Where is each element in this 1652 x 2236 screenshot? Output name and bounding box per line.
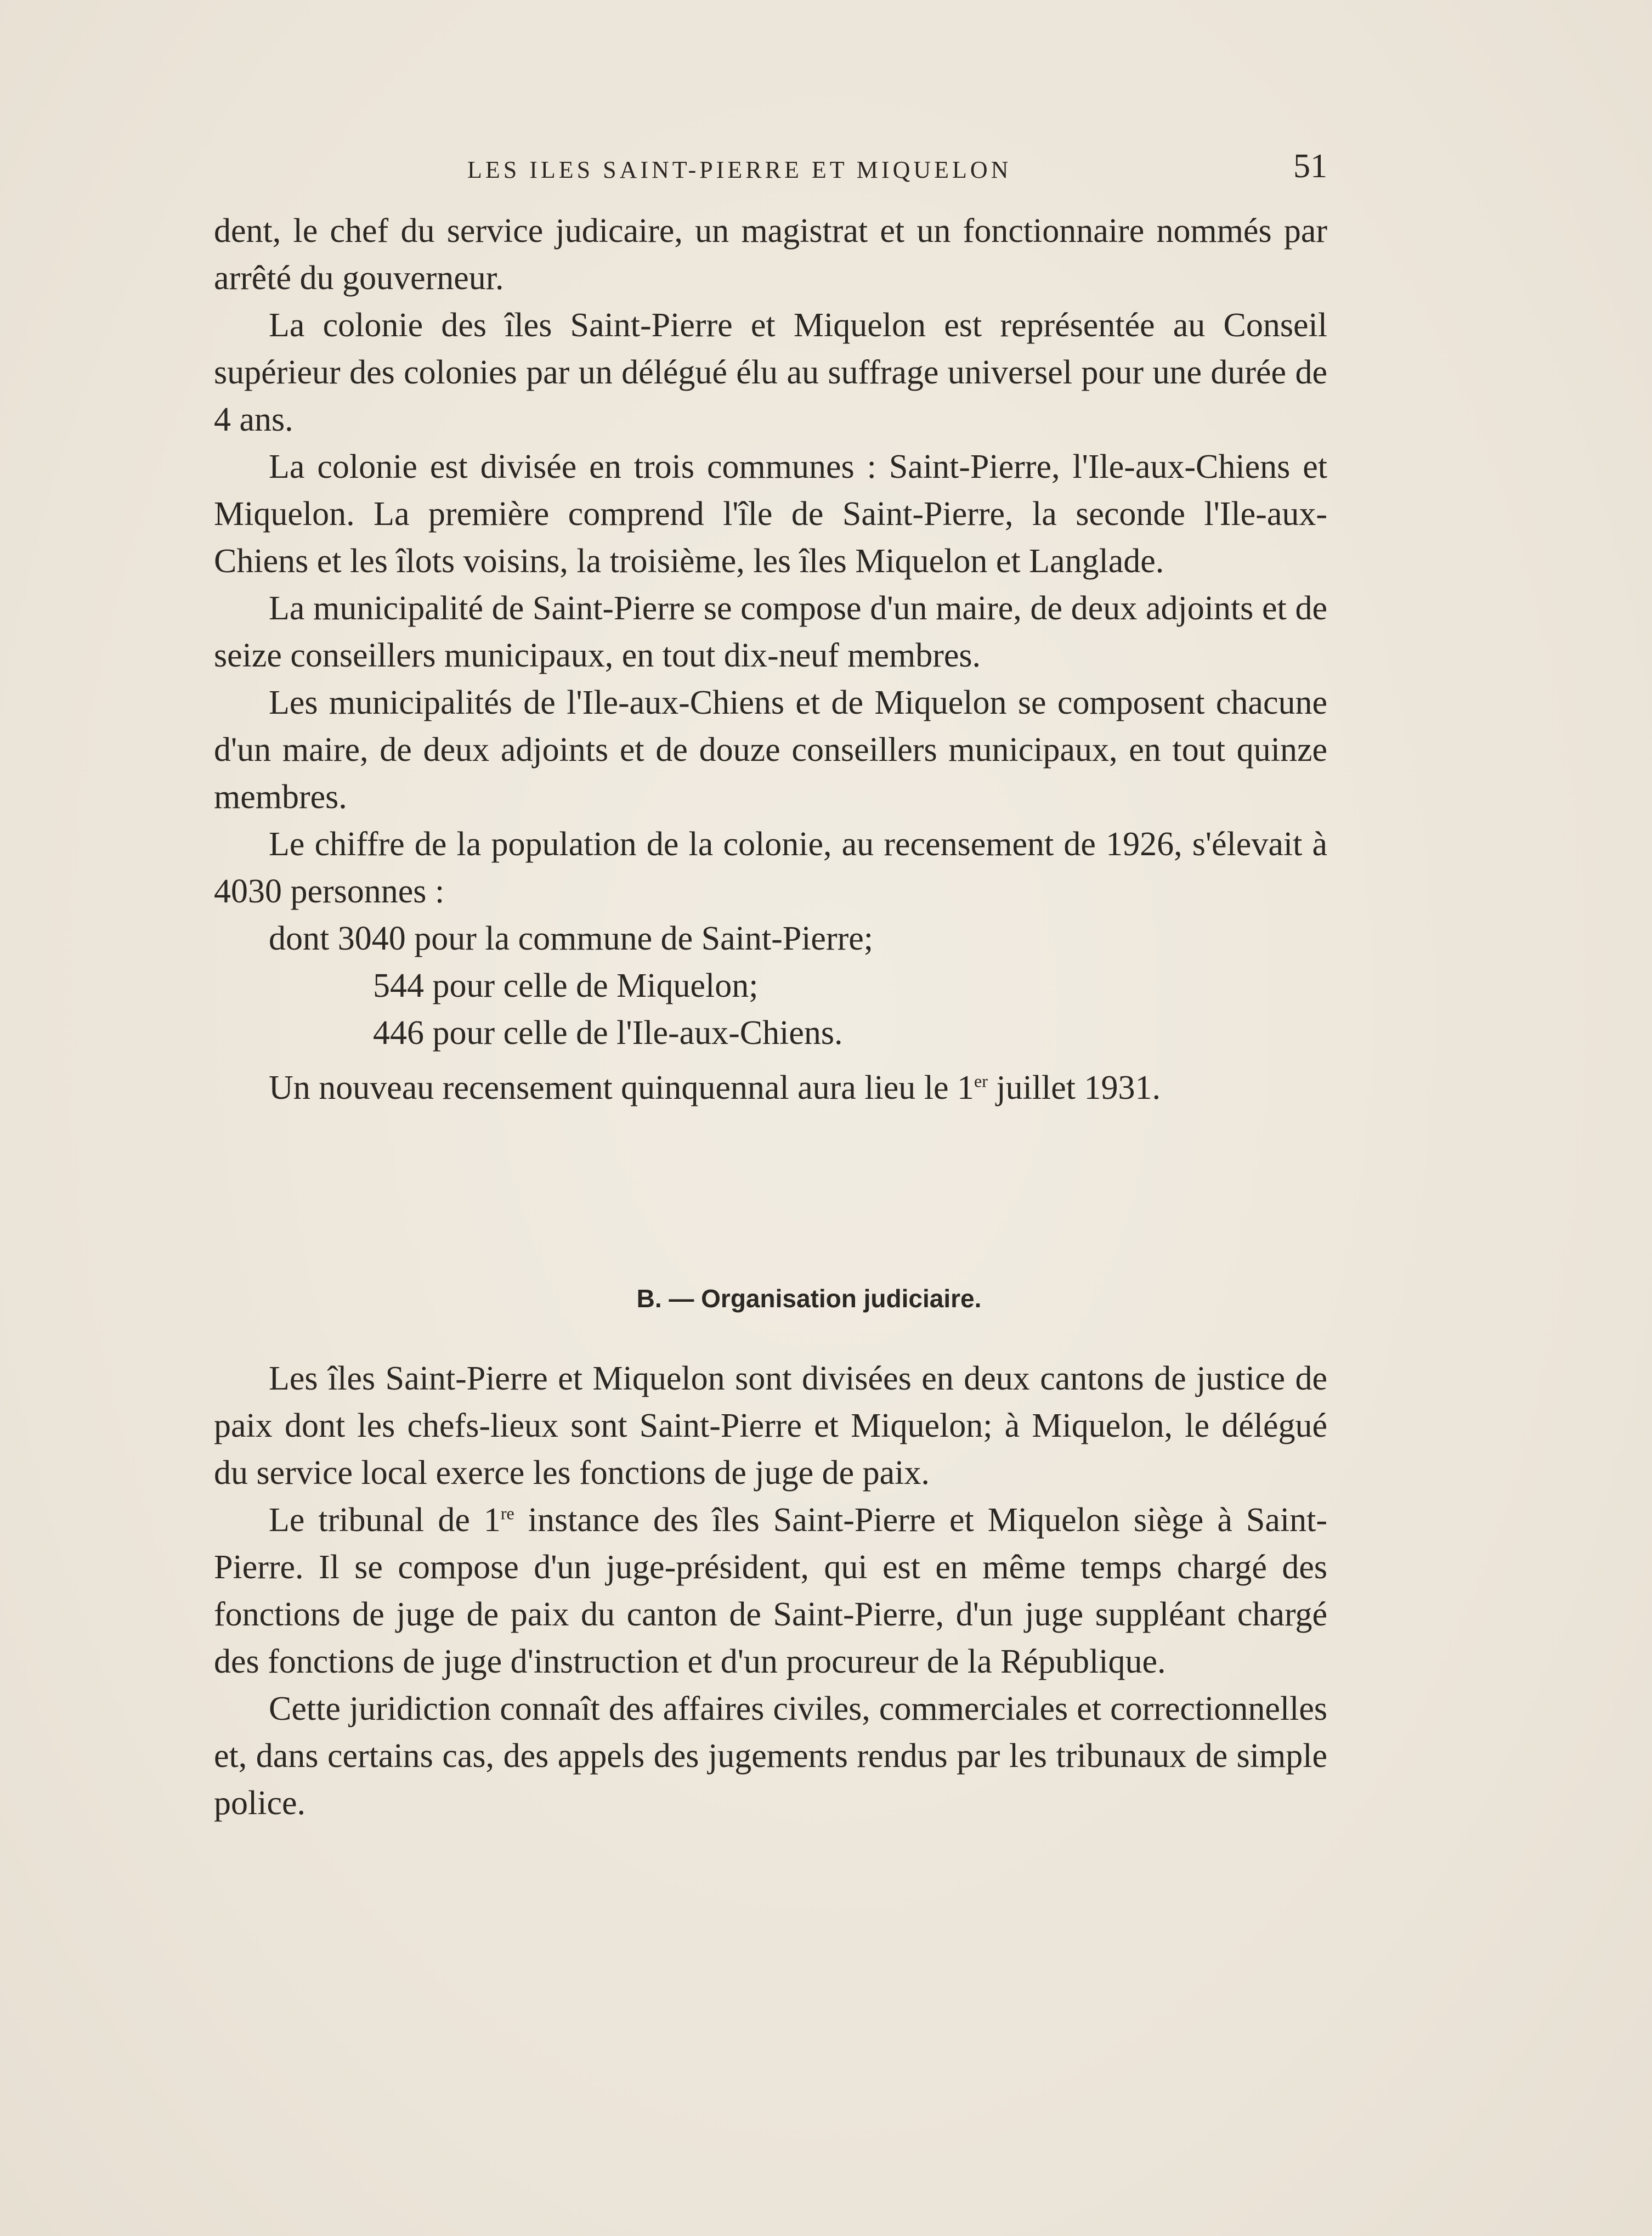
paragraph: Cette juridiction connaît des affaires civiles, commerciales et correctionnelles et, dans certains cas, des appels des jugements rendus par les tribunaux de simple police. (214, 1690, 1327, 1822)
paragraph: La municipalité de Saint-Pierre se compose d'un maire, de deux adjoints et de seize conseillers municipaux, en tout dix-neuf membres. (214, 590, 1327, 674)
paragraph: La colonie est divisée en trois communes : Saint-Pierre, l'Ile-aux-Chiens et Miquelon. La première comprend l'île de Saint-Pierre, la seconde l'Ile-aux-Chiens et les îlots voisins, la troisième, les îles Miquelon et Langlade. (214, 448, 1327, 580)
paragraph (214, 1497, 1327, 1685)
section-heading-text: B. — Organisation judiciaire. (636, 1284, 982, 1313)
population-line: dont 3040 pour la commune de Saint-Pierre; (269, 920, 873, 957)
paragraph: La colonie des îles Saint-Pierre et Miquelon est représentée au Conseil supérieur des colonies par un délégué élu au suffrage universel pour une durée de 4 ans. (214, 307, 1327, 438)
census-note-sup: er (974, 1071, 988, 1091)
running-title: LES ILES SAINT-PIERRE ET MIQUELON (467, 156, 1012, 183)
paragraph-text: Le tribunal de 1 (269, 1501, 501, 1539)
paragraph: Le chiffre de la population de la colonie, au recensement de 1926, s'élevait à 4030 personnes : (214, 826, 1327, 910)
section-heading (214, 1284, 1327, 1313)
paragraph: dent, le chef du service judicaire, un magistrat et un fonctionnaire nommés par arrêté du gouverneur. (214, 212, 1327, 297)
census-note (214, 1064, 1327, 1111)
page-number: 51 (1293, 148, 1327, 185)
text-block-a (214, 207, 1327, 1111)
population-line: 446 pour celle de l'Ile-aux-Chiens. (373, 1014, 843, 1052)
paragraph: Les municipalités de l'Ile-aux-Chiens et de Miquelon se composent chacune d'un maire, de deux adjoints et de douze conseillers municipaux, en tout quinze membres. (214, 684, 1327, 816)
census-note-date: juillet 1931. (987, 1069, 1161, 1106)
census-note-text: Un nouveau recensement quinquennal aura lieu le 1 (269, 1069, 975, 1106)
paragraph: Les îles Saint-Pierre et Miquelon sont divisées en deux cantons de justice de paix dont les chefs-lieux sont Saint-Pierre et Miquelon; à Miquelon, le délégué du service local exerce les fonctions de juge de paix. (214, 1360, 1327, 1492)
ordinal-sup: re (500, 1503, 514, 1523)
paragraph-text: instance des îles Saint-Pierre et Miquelon siège à Saint-Pierre. Il se compose d'un juge-président, qui est en même temps chargé des fonctions de juge de paix du canton de Saint-Pierre, d'un juge suppléant chargé des fonctions de juge d'instruction et d'un procureur de la République. (214, 1501, 1327, 1680)
running-header (214, 147, 1327, 191)
population-line: 544 pour celle de Miquelon; (373, 967, 759, 1004)
text-block-b (214, 1355, 1327, 1827)
